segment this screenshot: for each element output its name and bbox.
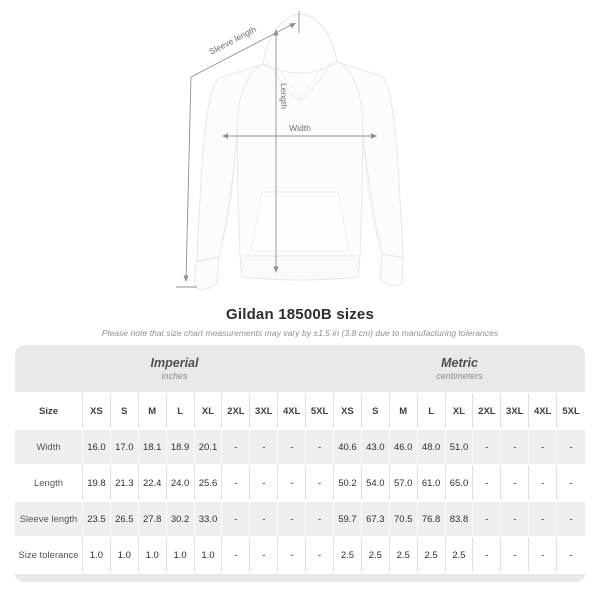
value-cell: 70.5 (390, 502, 418, 536)
value-cell: - (473, 466, 501, 500)
value-cell: 22.4 (139, 466, 167, 500)
value-cell: 17.0 (111, 430, 139, 464)
value-cell: - (306, 538, 334, 572)
value-cell: - (306, 430, 334, 464)
value-cell: - (250, 430, 278, 464)
row-label: Width (15, 430, 83, 464)
size-header-imperial-m: M (139, 394, 167, 428)
row-label: Length (15, 466, 83, 500)
unit-band-unit: inches (161, 371, 188, 381)
value-cell: - (278, 502, 306, 536)
value-cell: - (250, 538, 278, 572)
row-label: Size tolerance (15, 538, 83, 572)
value-cell: - (473, 502, 501, 536)
value-cell: 65.0 (446, 466, 474, 500)
value-cell: 48.0 (418, 430, 446, 464)
unit-band-unit: centimeters (436, 371, 483, 381)
value-cell: 46.0 (390, 430, 418, 464)
size-header-imperial-4xl: 4XL (278, 394, 306, 428)
value-cell: - (222, 502, 250, 536)
table-row (15, 538, 585, 572)
size-header-metric-xl: XL (446, 394, 474, 428)
value-cell: 2.5 (362, 538, 390, 572)
value-cell: - (557, 502, 585, 536)
unit-band-name: Metric (441, 356, 478, 370)
value-cell: 61.0 (418, 466, 446, 500)
size-header-imperial-s: S (111, 394, 139, 428)
unit-band-imperial (15, 345, 334, 392)
size-header-metric-s: S (362, 394, 390, 428)
size-header-metric-3xl: 3XL (501, 394, 529, 428)
value-cell: - (278, 430, 306, 464)
value-cell: 2.5 (334, 538, 362, 572)
value-cell: - (529, 502, 557, 536)
value-cell: 18.9 (167, 430, 195, 464)
hoodie-drawing (194, 14, 403, 289)
value-cell: - (278, 538, 306, 572)
value-cell: 33.0 (195, 502, 223, 536)
value-cell: 16.0 (83, 430, 111, 464)
value-cell: 51.0 (446, 430, 474, 464)
value-cell: 2.5 (418, 538, 446, 572)
size-header-imperial-l: L (167, 394, 195, 428)
page-title: Gildan 18500B sizes (225, 306, 375, 323)
value-cell: - (529, 466, 557, 500)
value-cell: - (473, 538, 501, 572)
value-cell: - (501, 466, 529, 500)
sleeve-length-measure-label: Sleeve length (207, 24, 258, 57)
length-measure-label: Length (279, 83, 289, 109)
table-row (15, 430, 585, 464)
size-header-metric-l: L (418, 394, 446, 428)
value-cell: - (250, 466, 278, 500)
size-header-imperial-xl: XL (195, 394, 223, 428)
size-table (15, 345, 585, 582)
value-cell: 67.3 (362, 502, 390, 536)
unit-band-metric (334, 345, 585, 392)
value-cell: - (278, 466, 306, 500)
size-column-header: Size (15, 394, 83, 428)
size-header-imperial-3xl: 3XL (250, 394, 278, 428)
tolerance-note: Please note that size chart measurements may vary by ±1.5 in (3.8 cm) due to manufacturing tolerances (101, 328, 499, 338)
value-cell: - (501, 538, 529, 572)
value-cell: 1.0 (111, 538, 139, 572)
value-cell: 1.0 (83, 538, 111, 572)
size-header-imperial-2xl: 2XL (222, 394, 250, 428)
value-cell: 43.0 (362, 430, 390, 464)
value-cell: 2.5 (390, 538, 418, 572)
size-header-metric-xs: XS (334, 394, 362, 428)
value-cell: 2.5 (446, 538, 474, 572)
value-cell: - (222, 466, 250, 500)
value-cell: 23.5 (83, 502, 111, 536)
unit-band-row (15, 345, 585, 392)
row-label: Sleeve length (15, 502, 83, 536)
table-row (15, 502, 585, 536)
value-cell: - (306, 466, 334, 500)
value-cell: - (557, 430, 585, 464)
value-cell: - (529, 430, 557, 464)
value-cell: 40.6 (334, 430, 362, 464)
value-cell: - (306, 502, 334, 536)
value-cell: 19.8 (83, 466, 111, 500)
size-header-metric-4xl: 4XL (529, 394, 557, 428)
value-cell: 1.0 (139, 538, 167, 572)
size-header-row (15, 394, 585, 428)
value-cell: 1.0 (167, 538, 195, 572)
value-cell: - (222, 538, 250, 572)
value-cell: 24.0 (167, 466, 195, 500)
value-cell: - (501, 430, 529, 464)
value-cell: - (250, 502, 278, 536)
value-cell: 27.8 (139, 502, 167, 536)
size-header-metric-m: M (390, 394, 418, 428)
value-cell: 26.5 (111, 502, 139, 536)
table-footer-band (15, 574, 585, 582)
value-cell: 57.0 (390, 466, 418, 500)
unit-band-name: Imperial (150, 356, 199, 370)
size-header-metric-2xl: 2XL (473, 394, 501, 428)
value-cell: 59.7 (334, 502, 362, 536)
value-cell: 54.0 (362, 466, 390, 500)
value-cell: - (529, 538, 557, 572)
value-cell: - (501, 502, 529, 536)
value-cell: 83.8 (446, 502, 474, 536)
size-header-metric-5xl: 5XL (557, 394, 585, 428)
value-cell: 18.1 (139, 430, 167, 464)
value-cell: - (557, 538, 585, 572)
value-cell: 76.8 (418, 502, 446, 536)
width-measure-label: Width (289, 123, 311, 133)
size-header-imperial-xs: XS (83, 394, 111, 428)
value-cell: 1.0 (195, 538, 223, 572)
value-cell: - (557, 466, 585, 500)
value-cell: - (473, 430, 501, 464)
value-cell: 20.1 (195, 430, 223, 464)
table-row (15, 466, 585, 500)
value-cell: - (222, 430, 250, 464)
value-cell: 25.6 (195, 466, 223, 500)
value-cell: 50.2 (334, 466, 362, 500)
size-header-imperial-5xl: 5XL (306, 394, 334, 428)
value-cell: 21.3 (111, 466, 139, 500)
value-cell: 30.2 (167, 502, 195, 536)
